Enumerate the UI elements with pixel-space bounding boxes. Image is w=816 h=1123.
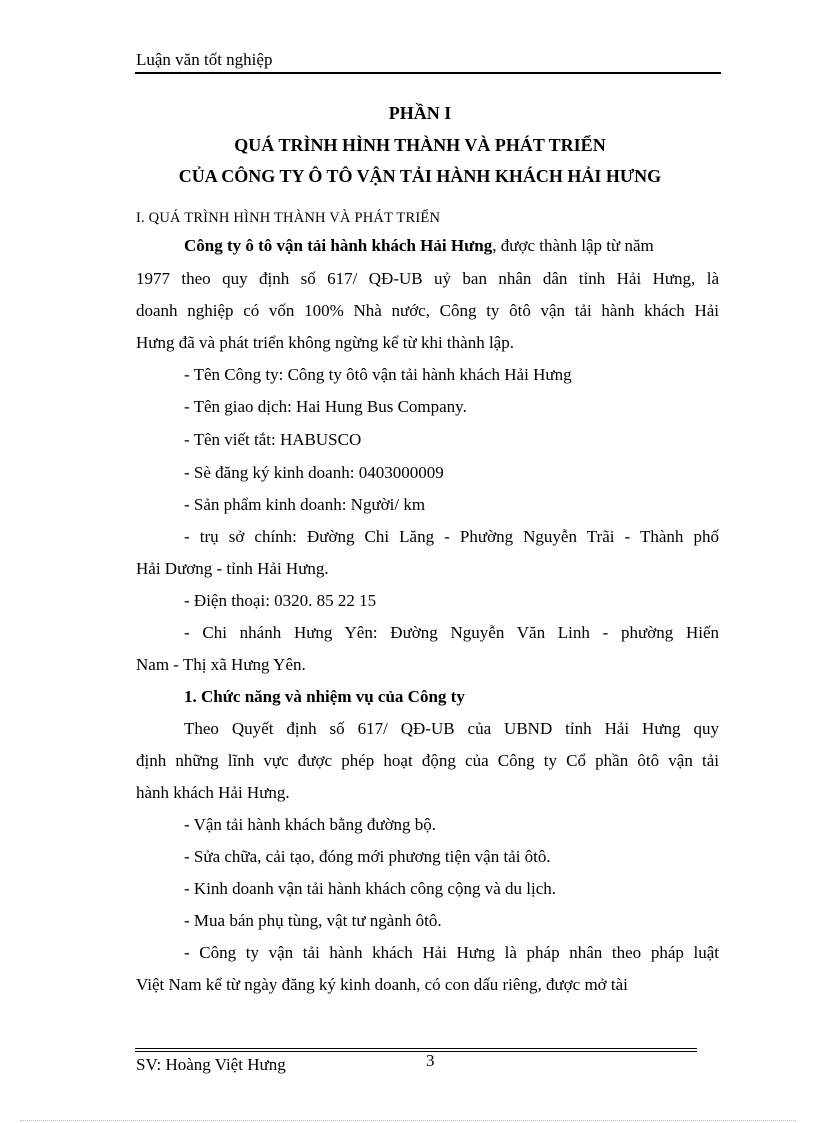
page-bottom-border <box>20 1120 796 1121</box>
intro-line-4: Hưng đã và phát triển không ngừng kể từ khi thành lập. <box>136 333 514 352</box>
intro-line-1-rest: , được thành lập từ năm <box>492 236 654 255</box>
product-line: - Sản phẩm kinh doanh: Người/ km <box>184 495 426 514</box>
header-rule <box>135 72 721 74</box>
branch-line-2: Nam - Thị xã Hưng Yên. <box>136 655 306 674</box>
footer-student-name: SV: Hoàng Việt Hưng <box>136 1055 286 1074</box>
registration-line: - Sè đăng ký kinh doanh: 0403000009 <box>184 463 444 482</box>
branch-line-1: - Chi nhánh Hưng Yên: Đường Nguyễn Văn Linh - phường Hiến <box>184 623 719 642</box>
intro-line-1 <box>184 236 654 256</box>
trade-name-line: - Tên giao dịch: Hai Hung Bus Company. <box>184 397 467 416</box>
legal-entity-line-1: - Công ty vận tải hành khách Hải Hưng là pháp nhân theo pháp luật <box>184 943 719 962</box>
subsection-heading: 1. Chức năng và nhiệm vụ của Công ty <box>184 687 465 706</box>
activity-item-3: - Kinh doanh vận tải hành khách công cộng và du lịch. <box>184 879 557 898</box>
footer-rule-bottom <box>135 1051 697 1052</box>
decision-line-2: định những lĩnh vực được phép hoạt động của Công ty Cổ phần ôtô vận tải <box>136 751 719 770</box>
legal-entity-line-2: Việt Nam kể từ ngày đăng ký kinh doanh, có con dấu riêng, được mở tài <box>136 975 628 994</box>
chapter-title-line-2: CỦA CÔNG TY Ô TÔ VẬN TẢI HÀNH KHÁCH HẢI HƯNG <box>178 166 662 186</box>
activity-item-4: - Mua bán phụ tùng, vật tư ngành ôtô. <box>184 911 442 930</box>
page-number: 3 <box>426 1051 435 1070</box>
phone-line: - Điện thoại: 0320. 85 22 15 <box>184 591 377 610</box>
activity-item-1: - Vận tải hành khách bằng đường bộ. <box>184 815 437 834</box>
intro-line-2: 1977 theo quy định số 617/ QĐ-UB uỷ ban nhân dân tỉnh Hải Hưng, là <box>136 269 719 288</box>
page-header-text: Luận văn tốt nghiệp <box>136 50 273 69</box>
decision-line-1: Theo Quyết định số 617/ QĐ-UB của UBND tỉnh Hải Hưng quy <box>184 719 719 738</box>
section-heading: I. QUÁ TRÌNH HÌNH THÀNH VÀ PHÁT TRIỂN <box>136 210 441 226</box>
chapter-title-line-1: QUÁ TRÌNH HÌNH THÀNH VÀ PHÁT TRIỂN <box>234 135 606 155</box>
company-name-bold: Công ty ô tô vận tải hành khách Hải Hưng <box>184 236 493 255</box>
decision-line-3: hành khách Hải Hưng. <box>136 783 290 802</box>
headquarters-line-2: Hải Dương - tỉnh Hải Hưng. <box>136 559 329 578</box>
abbreviation-line: - Tên viết tắt: HABUSCO <box>184 430 362 449</box>
footer-rule-top <box>135 1048 697 1049</box>
activity-item-2: - Sửa chữa, cải tạo, đóng mới phương tiện vận tải ôtô. <box>184 847 551 866</box>
company-name-line: - Tên Công ty: Công ty ôtô vận tải hành khách Hải Hưng <box>184 365 572 384</box>
headquarters-line-1: - trụ sở chính: Đường Chi Lăng - Phường Nguyễn Trãi - Thành phố <box>184 527 719 546</box>
part-title: PHẦN I <box>388 103 452 123</box>
intro-line-3: doanh nghiệp có vốn 100% Nhà nước, Công ty ôtô vận tải hành khách Hải <box>136 301 719 320</box>
